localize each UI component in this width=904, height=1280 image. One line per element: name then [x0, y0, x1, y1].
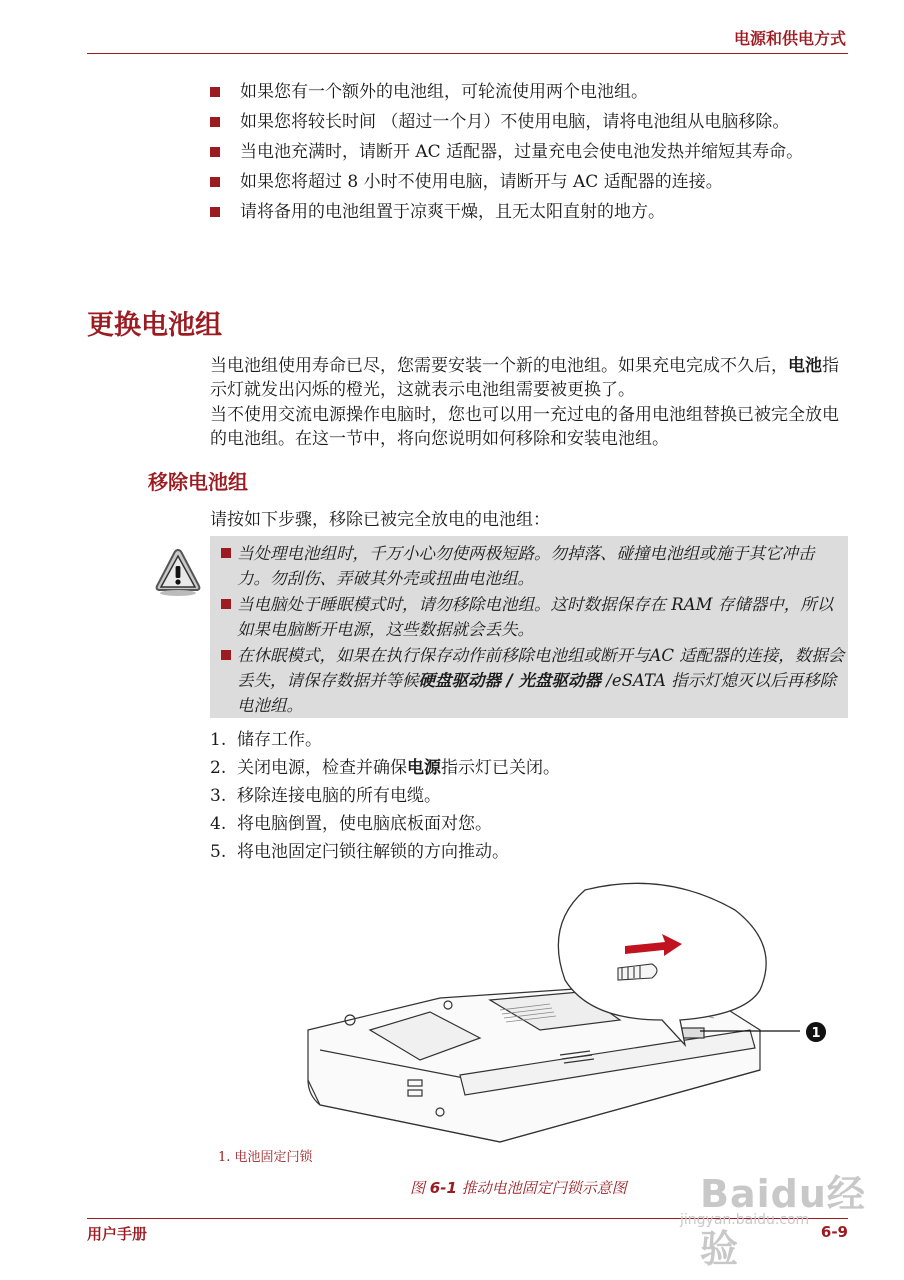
step-number: 2. — [210, 758, 227, 778]
step-number: 4. — [210, 814, 227, 834]
paragraph-text: 指示灯就发出闪烁的橙光，这就表示电池组需要被更换了。 — [210, 356, 839, 400]
list-item-text: 如果您有一个额外的电池组，可轮流使用两个电池组。 — [240, 82, 648, 102]
bullet-square-icon — [210, 147, 220, 157]
removal-steps — [210, 726, 560, 866]
figure-legend: 1. 电池固定闩锁 — [218, 1150, 313, 1165]
section-paragraph-2: 当不使用交流电源操作电脑时，您也可以用一充过电的备用电池组替换已被完全放电的电池组。在这一节中，将向您说明如何移除和安装电池组。 — [210, 405, 839, 449]
caption-text: 图 — [410, 1179, 430, 1197]
list-item — [210, 200, 840, 224]
section-paragraph-1 — [210, 354, 850, 402]
list-item-text: 当电池充满时，请断开 AC 适配器，过量充电会使电池发热并缩短其寿命。 — [240, 142, 804, 162]
list-item — [210, 726, 560, 754]
page-number: 6-9 — [820, 1223, 848, 1241]
step-text: 储存工作。 — [237, 730, 322, 750]
list-item — [219, 643, 847, 718]
drive-indicator-term: 硬盘驱动器 / 光盘驱动器 — [418, 671, 602, 690]
list-item-text: 如果您将较长时间 （超过一个月）不使用电脑，请将电池组从电脑移除。 — [240, 112, 790, 132]
subsection-heading: 移除电池组 — [148, 470, 248, 494]
power-indicator-term: 电源 — [407, 758, 441, 778]
step-text: 将电池固定闩锁往解锁的方向推动。 — [237, 842, 509, 862]
section-heading: 更换电池组 — [87, 310, 222, 341]
list-item — [219, 541, 847, 591]
caution-text: 在休眠模式，如果在执行保存动作前移除电池组或断开与AC 适配器的连接，数据会丢失，请保存数据并等候 — [237, 646, 845, 690]
caution-triangle-icon — [153, 546, 203, 598]
step-number: 5. — [210, 842, 227, 862]
battery-latch — [682, 1028, 704, 1038]
bullet-square-icon — [210, 207, 220, 217]
step-number: 3. — [210, 786, 227, 806]
list-item — [210, 810, 560, 838]
list-item — [210, 110, 840, 134]
step-text: 将电脑倒置，使电脑底板面对您。 — [237, 814, 492, 834]
list-item — [210, 754, 560, 782]
baidu-watermark-url: jingyan.baidu.com — [680, 1212, 810, 1228]
step-text: 移除连接电脑的所有电缆。 — [237, 786, 441, 806]
list-item — [210, 170, 840, 194]
list-item-text: 请将备用的电池组置于凉爽干燥，且无太阳直射的地方。 — [240, 202, 665, 222]
caution-text: 当电脑处于睡眠模式时，请勿移除电池组。这时数据保存在 RAM 存储器中，所以如果电脑断开电源，这些数据就会丢失。 — [237, 595, 834, 639]
running-header-title: 电源和供电方式 — [733, 29, 846, 48]
subsection-intro: 请按如下步骤，移除已被完全放电的电池组： — [210, 510, 550, 530]
bullet-square-icon — [221, 548, 231, 558]
battery-latch-illustration — [290, 880, 850, 1150]
step-text: 关闭电源，检查并确保 — [237, 758, 407, 778]
bullet-square-icon — [221, 599, 231, 609]
list-item — [210, 140, 840, 164]
header-rule — [87, 53, 848, 54]
list-item — [219, 592, 847, 642]
caution-list — [219, 541, 847, 719]
tips-list — [210, 80, 840, 230]
caution-text: /eSATA 指示灯熄灭以后再移除电池组。 — [237, 671, 837, 715]
step-text: 指示灯已关闭。 — [441, 758, 560, 778]
baidu-watermark-logo: Baidu经验 — [700, 1172, 866, 1271]
paragraph-text: 当电池组使用寿命已尽，您需要安装一个新的电池组。如果充电完成不久后， — [210, 356, 788, 376]
bullet-square-icon — [210, 177, 220, 187]
list-item — [210, 80, 840, 104]
list-item — [210, 838, 560, 866]
footer-manual-title: 用户手册 — [87, 1225, 148, 1243]
caption-text: 推动电池固定闩锁示意图 — [456, 1179, 627, 1197]
step-number: 1. — [210, 730, 227, 750]
bullet-square-icon — [210, 117, 220, 127]
figure-caption — [410, 1177, 627, 1198]
caution-text: 当处理电池组时，千万小心勿使两极短路。勿掉落、碰撞电池组或施于其它冲击力。勿刮伤、弄破其外壳或扭曲电池组。 — [237, 544, 815, 588]
list-item — [210, 782, 560, 810]
bullet-square-icon — [210, 87, 220, 97]
callout-number: 1 — [811, 1026, 821, 1041]
bullet-square-icon — [221, 650, 231, 660]
figure-number: 6-1 — [429, 1179, 457, 1197]
battery-indicator-term: 电池 — [788, 356, 822, 376]
list-item-text: 如果您将超过 8 小时不使用电脑，请断开与 AC 适配器的连接。 — [240, 172, 723, 192]
